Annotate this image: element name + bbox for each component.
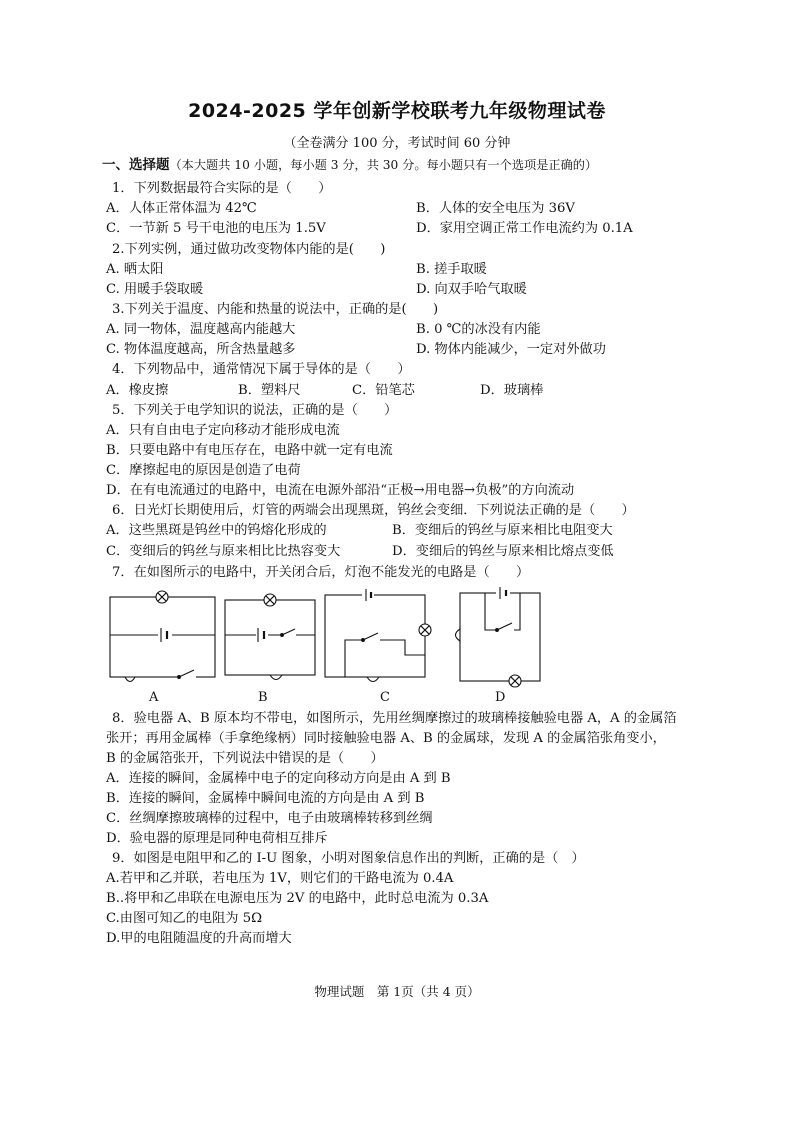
circuit-label-a: A bbox=[149, 690, 159, 705]
q8-option-b: B．连接的瞬间，金属棒中瞬间电流的方向是由 A 到 B bbox=[106, 791, 425, 806]
circuit-c bbox=[325, 589, 431, 682]
q6-option-b: B．变细后的钨丝与原来相比电阻变大 bbox=[392, 523, 613, 538]
q9-option-d: D.甲的电阻随温度的升高而增大 bbox=[106, 931, 292, 946]
q1-option-b: B．人体的安全电压为 36V bbox=[416, 201, 575, 216]
q2-option-b: B. 搓手取暖 bbox=[416, 262, 487, 277]
q3-option-b: B. 0 ℃的冰没有内能 bbox=[416, 322, 541, 337]
section-name: 一、选择题 bbox=[102, 157, 170, 173]
q7-stem: 7．在如图所示的电路中，开关闭合后，灯泡不能发光的电路是（ ） bbox=[112, 565, 530, 580]
circuit-label-b: B bbox=[258, 690, 268, 705]
q9-option-c: C.由图可知乙的电阻为 5Ω bbox=[106, 911, 263, 926]
q3-stem: 3.下列关于温度、内能和热量的说法中，正确的是( ) bbox=[112, 302, 439, 317]
q3-option-a: A. 同一物体，温度越高内能越大 bbox=[106, 322, 296, 337]
q6-option-d: D．变细后的钨丝与原来相比熔点变低 bbox=[392, 544, 614, 559]
section-note: （本大题共 10 小题，每小题 3 分，共 30 分。每小题只有一个选项是正确的） bbox=[169, 158, 598, 172]
q6-option-a: A．这些黑斑是钨丝中的钨熔化形成的 bbox=[106, 523, 327, 538]
q9-option-b: B..将甲和乙串联在电源电压为 2V 的电路中，此时总电流为 0.3A bbox=[106, 891, 489, 906]
q3-option-c: C. 物体温度越高，所含热量越多 bbox=[106, 342, 296, 357]
q2-option-d: D. 向双手哈气取暖 bbox=[416, 282, 527, 297]
q9-stem: 9．如图是电阻甲和乙的 I-U 图象，小明对图象信息作出的判断，正确的是（ ） bbox=[112, 851, 585, 866]
circuit-b bbox=[225, 594, 315, 680]
q8-stem-line-1: 8．验电器 A、B 原本均不带电，如图所示，先用丝绸摩擦过的玻璃棒接触验电器 A，A 的金属箔 bbox=[112, 711, 677, 726]
q6-stem: 6．日光灯长期使用后，灯管的两端会出现黑斑，钨丝会变细．下列说法正确的是（ ） bbox=[112, 503, 635, 518]
q4-stem: 4．下列物品中，通常情况下属于导体的是（ ） bbox=[112, 362, 411, 377]
q5-option-b: B．只要电路中有电压存在，电路中就一定有电流 bbox=[106, 443, 393, 458]
q4-option-d: D．玻璃棒 bbox=[480, 383, 544, 398]
circuit-a bbox=[110, 591, 215, 682]
circuit-diagrams bbox=[100, 585, 560, 710]
q5-stem: 5．下列关于电学知识的说法，正确的是（ ） bbox=[112, 403, 398, 418]
circuit-label-c: C bbox=[380, 690, 390, 705]
q3-option-d: D. 物体内能减少，一定对外做功 bbox=[416, 342, 606, 357]
circuit-d bbox=[456, 587, 541, 687]
page-footer: 物理试题 第 1页（共 4 页） bbox=[314, 984, 480, 999]
q8-stem-line-3: B 的金属箔张开，下列说法中错误的是（ ） bbox=[106, 751, 384, 766]
q1-option-a: A．人体正常体温为 42℃ bbox=[106, 201, 257, 216]
q4-option-a: A．橡皮擦 bbox=[106, 383, 169, 398]
q5-option-a: A．只有自由电子定向移动才能形成电流 bbox=[106, 423, 340, 438]
q4-option-b: B．塑料尺 bbox=[238, 383, 301, 398]
q9-option-a: A.若甲和乙并联，若电压为 1V，则它们的干路电流为 0.4A bbox=[106, 871, 454, 886]
q2-option-a: A. 晒太阳 bbox=[106, 262, 164, 277]
q2-stem: 2.下列实例，通过做功改变物体内能的是( ) bbox=[112, 242, 386, 257]
q2-option-c: C. 用暖手袋取暖 bbox=[106, 282, 204, 297]
exam-title: 2024-2025 学年创新学校联考九年级物理试卷 bbox=[188, 100, 606, 122]
q1-option-d: D．家用空调正常工作电流约为 0.1A bbox=[416, 221, 633, 236]
q5-option-c: C．摩擦起电的原因是创造了电荷 bbox=[106, 463, 301, 478]
section-heading bbox=[102, 155, 597, 176]
q1-option-c: C．一节新 5 号干电池的电压为 1.5V bbox=[106, 221, 326, 236]
q8-option-c: C．丝绸摩擦玻璃棒的过程中，电子由玻璃棒转移到丝绸 bbox=[106, 811, 433, 826]
q1-stem: 1．下列数据最符合实际的是（ ） bbox=[112, 181, 332, 196]
q5-option-d: D．在有电流通过的电路中，电流在电源外部沿“正极→用电器→负极”的方向流动 bbox=[106, 483, 575, 498]
q8-option-d: D．验电器的原理是同种电荷相互排斥 bbox=[106, 831, 328, 846]
q6-option-c: C．变细后的钨丝与原来相比比热容变大 bbox=[106, 544, 341, 559]
exam-subtitle: （全卷满分 100 分，考试时间 60 分钟 bbox=[283, 136, 511, 151]
q4-option-c: C．铅笔芯 bbox=[352, 383, 415, 398]
q8-option-a: A．连接的瞬间，金属棒中电子的定向移动方向是由 A 到 B bbox=[106, 771, 451, 786]
q8-stem-line-2: 张开；再用金属棒（手拿绝缘柄）同时接触验电器 A、B 的金属球，发现 A 的金属箔张角变小， bbox=[106, 731, 666, 746]
circuit-label-d: D bbox=[495, 690, 506, 705]
